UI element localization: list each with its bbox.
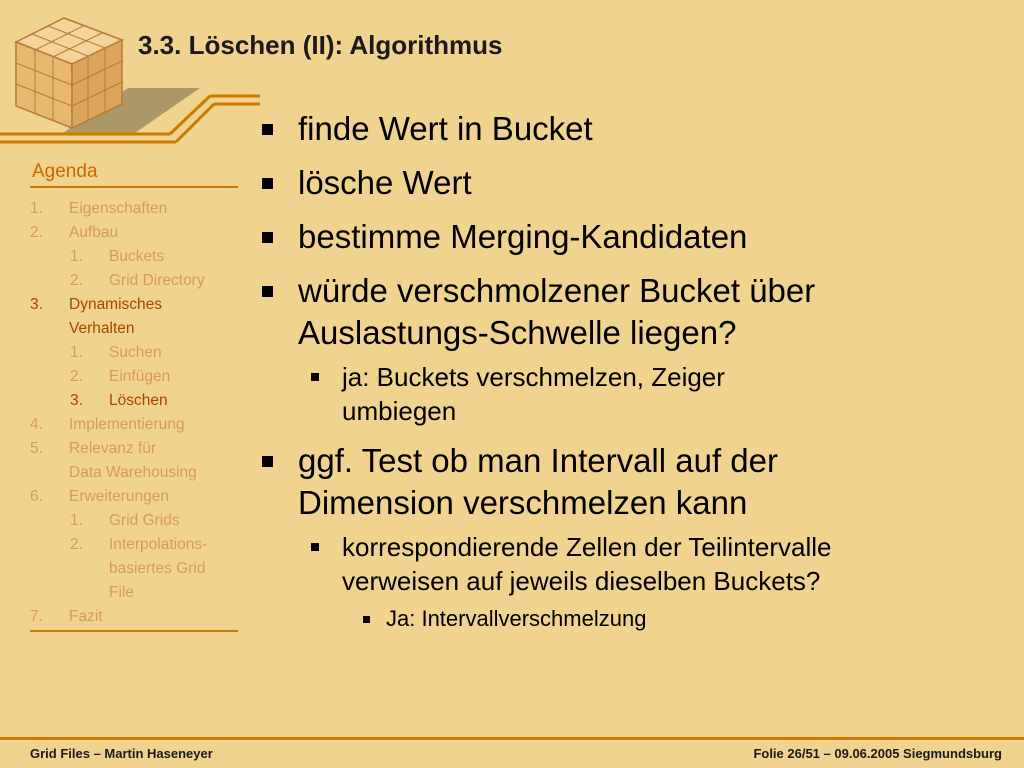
agenda-list bbox=[30, 197, 240, 629]
agenda-item-erweiterungen[interactable]: 6. Erweiterungen bbox=[30, 488, 169, 505]
agenda-item-interpolations[interactable]: 2. Interpolations- bbox=[70, 536, 208, 553]
square-bullet-icon bbox=[311, 373, 319, 381]
square-bullet-icon bbox=[363, 616, 370, 623]
agenda-divider bbox=[30, 186, 238, 188]
square-bullet-icon bbox=[262, 232, 273, 243]
bullet-item: lösche Wert bbox=[258, 162, 998, 204]
agenda-item-buckets[interactable]: 1. Buckets bbox=[70, 248, 165, 265]
sub-bullet-item: ja: Buckets verschmelzen, Zeiger umbiegen bbox=[258, 360, 998, 428]
agenda-item-relevanz-cont[interactable]: Data Warehousing bbox=[69, 464, 197, 481]
agenda-item-relevanz[interactable]: 5. Relevanz für bbox=[30, 440, 157, 457]
agenda-sidebar bbox=[30, 160, 240, 632]
agenda-item-aufbau[interactable]: 2. Aufbau bbox=[30, 224, 119, 241]
agenda-item-implementierung[interactable]: 4. Implementierung bbox=[30, 416, 185, 433]
agenda-item-grid-directory[interactable]: 2. Grid Directory bbox=[70, 272, 205, 289]
agenda-item-grid-grids[interactable]: 1. Grid Grids bbox=[70, 512, 180, 529]
slide-title: 3.3. Löschen (II): Algorithmus bbox=[138, 30, 503, 60]
agenda-item-interpolations-cont1[interactable]: basiertes Grid bbox=[109, 560, 206, 577]
square-bullet-icon bbox=[262, 124, 273, 135]
agenda-item-dynamisches-verhalten-cont[interactable]: Verhalten bbox=[69, 320, 135, 337]
agenda-item-dynamisches-verhalten[interactable]: 3. Dynamisches bbox=[30, 296, 163, 313]
sub-bullet-item: korrespondierende Zellen der Teilintervalle verweisen auf jeweils dieselben Buckets? bbox=[258, 530, 998, 598]
bullet-item: finde Wert in Bucket bbox=[258, 108, 998, 150]
footer-author: Grid Files – Martin Haseneyer bbox=[30, 746, 213, 761]
footer-divider bbox=[0, 737, 1024, 740]
bullet-item: ggf. Test ob man Intervall auf der Dimension verschmelzen kann bbox=[258, 440, 998, 524]
footer-slide-info: Folie 26/51 – 09.06.2005 Siegmundsburg bbox=[753, 746, 1002, 761]
agenda-item-einfuegen[interactable]: 2. Einfügen bbox=[70, 368, 171, 385]
agenda-item-eigenschaften[interactable]: 1. Eigenschaften bbox=[30, 200, 168, 217]
agenda-item-suchen[interactable]: 1. Suchen bbox=[70, 344, 162, 361]
sub-sub-bullet-item: Ja: Intervallverschmelzung bbox=[258, 603, 998, 635]
square-bullet-icon bbox=[262, 178, 273, 189]
cube-logo-icon bbox=[0, 0, 260, 150]
agenda-bottom-divider bbox=[30, 630, 238, 632]
bullet-item: würde verschmolzener Bucket über Auslastungs-Schwelle liegen? bbox=[258, 270, 998, 354]
agenda-item-fazit[interactable]: 7. Fazit bbox=[30, 608, 103, 625]
bullet-item: bestimme Merging-Kandidaten bbox=[258, 216, 998, 258]
slide-body bbox=[258, 108, 998, 635]
square-bullet-icon bbox=[262, 286, 273, 297]
agenda-item-loeschen[interactable]: 3. Löschen bbox=[70, 392, 168, 409]
agenda-item-interpolations-cont2[interactable]: File bbox=[109, 584, 134, 601]
square-bullet-icon bbox=[262, 456, 273, 467]
square-bullet-icon bbox=[311, 543, 319, 551]
agenda-heading: Agenda bbox=[32, 161, 98, 182]
